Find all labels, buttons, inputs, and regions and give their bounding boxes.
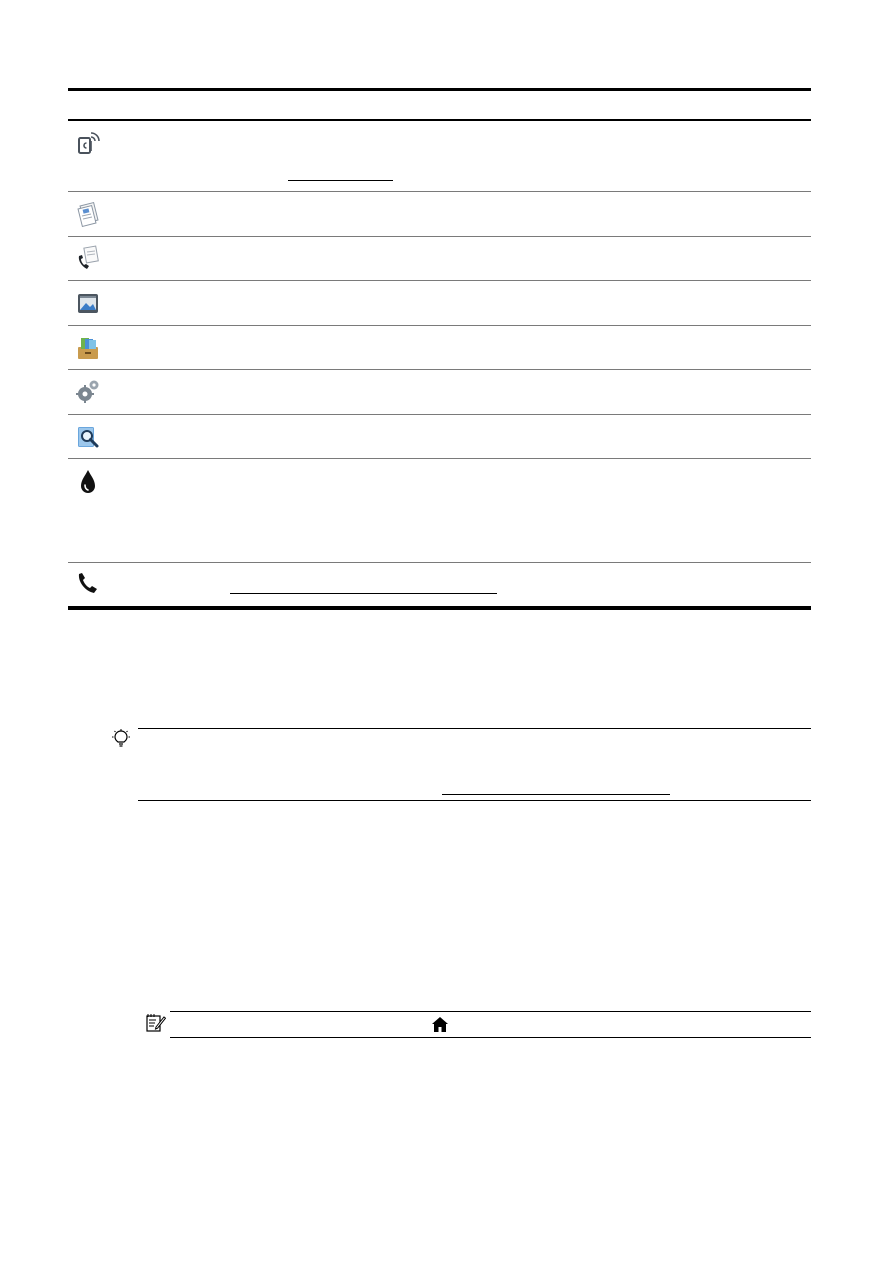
hyperlink-underline[interactable] [288, 180, 393, 181]
table-top-rule [68, 88, 811, 91]
ink-drop-icon [76, 469, 100, 495]
scan-icon [76, 291, 100, 317]
table-row [68, 121, 811, 192]
wireless-direct-icon [76, 130, 100, 156]
fax-icon [76, 245, 100, 271]
table-row [68, 370, 811, 415]
lightbulb-icon [111, 729, 131, 749]
hyperlink-underline[interactable] [442, 794, 670, 795]
note-pencil-icon [146, 1013, 166, 1033]
note-bottom-rule [170, 1037, 811, 1038]
help-magnifier-icon [76, 424, 100, 450]
table-row [68, 415, 811, 459]
tip-top-rule [138, 728, 811, 729]
table-row [68, 459, 811, 563]
note-top-rule [170, 1011, 811, 1012]
tip-bottom-rule [138, 800, 811, 801]
table-row [68, 237, 811, 281]
home-icon [431, 1016, 449, 1033]
table-row [68, 192, 811, 237]
table-row [68, 281, 811, 326]
copy-icon [76, 201, 100, 227]
phone-icon [76, 570, 100, 596]
apps-icon [76, 335, 100, 361]
table-row [68, 326, 811, 370]
setup-gear-icon [76, 379, 100, 405]
table-row [68, 563, 811, 605]
table-bottom-rule [68, 606, 811, 610]
control-panel-icons-table [68, 121, 811, 605]
hyperlink-underline[interactable] [230, 593, 497, 594]
